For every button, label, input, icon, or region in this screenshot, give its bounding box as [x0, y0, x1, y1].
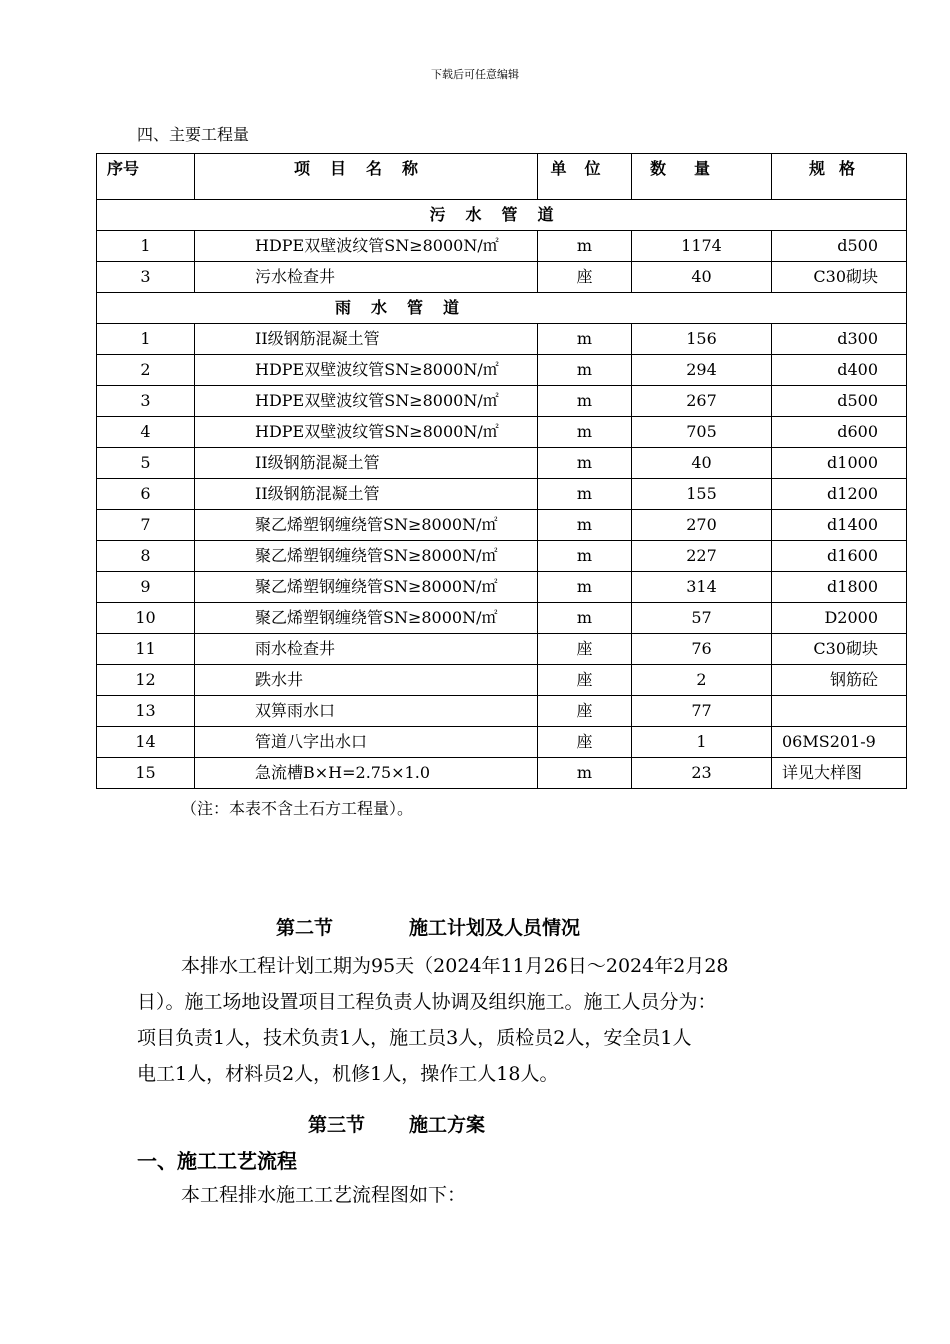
section3-heading: [308, 1110, 485, 1137]
row-number-cell: 3: [97, 386, 195, 417]
row-number-cell: 1: [97, 231, 195, 262]
quantity-cell: 2: [632, 665, 772, 696]
unit-cell: m: [538, 603, 632, 634]
row-number-cell: 2: [97, 355, 195, 386]
unit-cell: m: [538, 417, 632, 448]
paragraph-2: 本工程排水施工工艺流程图如下：: [181, 1184, 467, 1206]
item-name-cell: 聚乙烯塑钢缠绕管SN≥8000N/㎡: [195, 572, 538, 603]
group-label: 雨水管道: [97, 293, 907, 324]
quantity-cell: 40: [632, 448, 772, 479]
table-row: [97, 603, 907, 634]
spec-cell: d300: [772, 324, 907, 355]
item-name-cell: 双箅雨水口: [195, 696, 538, 727]
item-name-cell: 急流槽B×H=2.75×1.0: [195, 758, 538, 789]
quantity-cell: 270: [632, 510, 772, 541]
subsection-heading: 一、施工工艺流程: [137, 1149, 297, 1173]
table-row: [97, 758, 907, 789]
paragraph-line: 日）。施工场地设置项目工程负责人协调及组织施工。施工人员分为：: [137, 991, 717, 1013]
quantity-cell: 314: [632, 572, 772, 603]
table-row: [97, 479, 907, 510]
quantity-cell: 77: [632, 696, 772, 727]
table-row: [97, 417, 907, 448]
item-name-cell: 跌水井: [195, 665, 538, 696]
unit-cell: 座: [538, 262, 632, 293]
unit-cell: m: [538, 386, 632, 417]
header-cell: 序号: [97, 154, 195, 200]
item-name-cell: 聚乙烯塑钢缠绕管SN≥8000N/㎡: [195, 603, 538, 634]
quantity-cell: 40: [632, 262, 772, 293]
row-number-cell: 10: [97, 603, 195, 634]
table-row: [97, 262, 907, 293]
row-number-cell: 11: [97, 634, 195, 665]
spec-cell: d1000: [772, 448, 907, 479]
row-number-cell: 15: [97, 758, 195, 789]
quantity-cell: 23: [632, 758, 772, 789]
unit-cell: m: [538, 758, 632, 789]
item-name-cell: 聚乙烯塑钢缠绕管SN≥8000N/㎡: [195, 510, 538, 541]
section-title: 四、主要工程量: [137, 125, 250, 144]
spec-cell: C30砌块: [772, 634, 907, 665]
table-row: [97, 510, 907, 541]
item-name-cell: II级钢筋混凝土管: [195, 324, 538, 355]
group-row: [97, 200, 907, 231]
group-label: 污水管道: [97, 200, 907, 231]
spec-cell: d1400: [772, 510, 907, 541]
unit-cell: m: [538, 231, 632, 262]
item-name-cell: 聚乙烯塑钢缠绕管SN≥8000N/㎡: [195, 541, 538, 572]
table-row: [97, 231, 907, 262]
row-number-cell: 7: [97, 510, 195, 541]
table-row: [97, 386, 907, 417]
quantity-cell: 1: [632, 727, 772, 758]
section3-number: 第三节: [308, 1114, 366, 1136]
row-number-cell: 14: [97, 727, 195, 758]
spec-cell: D2000: [772, 603, 907, 634]
spec-cell: [772, 696, 907, 727]
row-number-cell: 3: [97, 262, 195, 293]
section2-number: 第二节: [276, 917, 334, 939]
table-row: [97, 665, 907, 696]
row-number-cell: 4: [97, 417, 195, 448]
table-row: [97, 541, 907, 572]
row-number-cell: 8: [97, 541, 195, 572]
row-number-cell: 12: [97, 665, 195, 696]
spec-cell: d1600: [772, 541, 907, 572]
quantity-cell: 294: [632, 355, 772, 386]
table-row: [97, 355, 907, 386]
spec-cell: d600: [772, 417, 907, 448]
table-row: [97, 572, 907, 603]
quantity-cell: 267: [632, 386, 772, 417]
row-number-cell: 9: [97, 572, 195, 603]
quantity-cell: 76: [632, 634, 772, 665]
quantity-cell: 57: [632, 603, 772, 634]
unit-cell: m: [538, 541, 632, 572]
spec-cell: d500: [772, 231, 907, 262]
item-name-cell: 雨水检查井: [195, 634, 538, 665]
spec-cell: C30砌块: [772, 262, 907, 293]
section2-heading: [276, 913, 581, 940]
spec-cell: 详见大样图: [772, 758, 907, 789]
quantity-cell: 1174: [632, 231, 772, 262]
item-name-cell: 管道八字出水口: [195, 727, 538, 758]
quantity-cell: 155: [632, 479, 772, 510]
row-number-cell: 1: [97, 324, 195, 355]
quantity-cell: 156: [632, 324, 772, 355]
item-name-cell: HDPE双壁波纹管SN≥8000N/㎡: [195, 231, 538, 262]
unit-cell: m: [538, 448, 632, 479]
item-name-cell: HDPE双壁波纹管SN≥8000N/㎡: [195, 386, 538, 417]
spec-cell: d500: [772, 386, 907, 417]
spec-cell: 钢筋砼: [772, 665, 907, 696]
unit-cell: 座: [538, 665, 632, 696]
unit-cell: m: [538, 572, 632, 603]
table-row: [97, 634, 907, 665]
page-header: 下载后可任意编辑: [431, 68, 519, 81]
unit-cell: 座: [538, 634, 632, 665]
quantity-table: [96, 153, 907, 789]
section2-title: 施工计划及人员情况: [409, 917, 581, 939]
spec-cell: d1200: [772, 479, 907, 510]
table-row: [97, 727, 907, 758]
table-row: [97, 696, 907, 727]
row-number-cell: 13: [97, 696, 195, 727]
row-number-cell: 5: [97, 448, 195, 479]
paragraph-line: 项目负责1人，技术负责1人，施工员3人，质检员2人，安全员1人: [137, 1027, 692, 1049]
unit-cell: m: [538, 355, 632, 386]
unit-cell: 座: [538, 696, 632, 727]
section3-title: 施工方案: [409, 1114, 486, 1136]
unit-cell: 座: [538, 727, 632, 758]
header-cell: 项目名称: [195, 154, 538, 200]
header-cell: 单位: [538, 154, 632, 200]
table-note: （注：本表不含土石方工程量）。: [181, 799, 414, 818]
group-row: [97, 293, 907, 324]
paragraph-line: 电工1人，材料员2人，机修1人，操作工人18人。: [137, 1063, 559, 1085]
table-header-row: [97, 154, 907, 200]
header-cell: 数量: [632, 154, 772, 200]
quantity-cell: 705: [632, 417, 772, 448]
item-name-cell: II级钢筋混凝土管: [195, 448, 538, 479]
paragraph-line: 本排水工程计划工期为95天（2024年11月26日～2024年2月28: [181, 955, 729, 977]
unit-cell: m: [538, 510, 632, 541]
spec-cell: d1800: [772, 572, 907, 603]
table-row: [97, 324, 907, 355]
header-cell: 规格: [772, 154, 907, 200]
row-number-cell: 6: [97, 479, 195, 510]
paragraph-1: [137, 948, 837, 1092]
unit-cell: m: [538, 479, 632, 510]
item-name-cell: HDPE双壁波纹管SN≥8000N/㎡: [195, 355, 538, 386]
unit-cell: m: [538, 324, 632, 355]
table-row: [97, 448, 907, 479]
spec-cell: d400: [772, 355, 907, 386]
item-name-cell: HDPE双壁波纹管SN≥8000N/㎡: [195, 417, 538, 448]
quantity-cell: 227: [632, 541, 772, 572]
item-name-cell: II级钢筋混凝土管: [195, 479, 538, 510]
spec-cell: 06MS201-9: [772, 727, 907, 758]
item-name-cell: 污水检查井: [195, 262, 538, 293]
